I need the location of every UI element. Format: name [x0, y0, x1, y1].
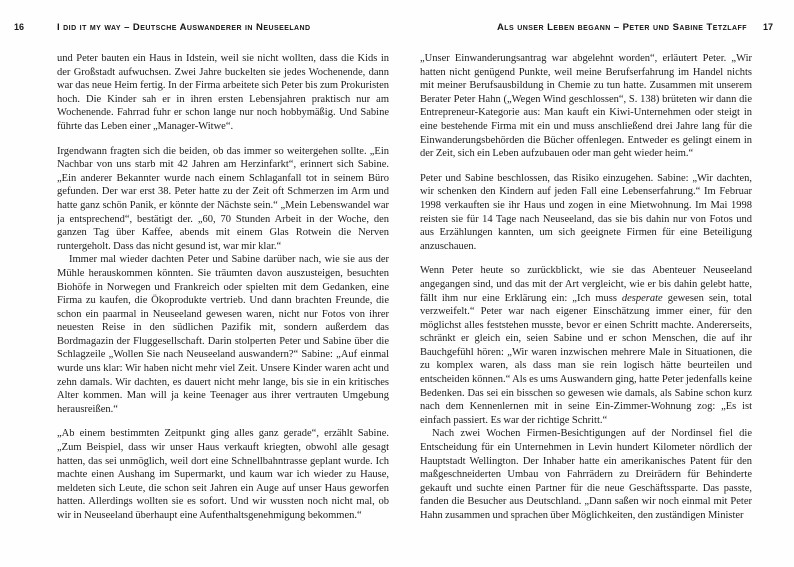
- running-title-right: Als unser Leben begann – Peter und Sabine Tetzlaff: [497, 22, 747, 33]
- paragraph-right-3-text-after-italic: gewesen sein, total verzweifelt.“ Peter war nach eigener Einschätzung immer einer, für den möglichst alles feststehen musste, bevor er einen Schritt machte. Andererseits, schränkt er gleich ein, seien Sabine und er schon Menschen, die auf ihr Bauchgefühl hören: „Wir waren inzwischen mehrere Male in Situationen, die zu komplex waren, als dass man sie rein logisch hätte beurteilen und entscheiden können.“ Als es ums Auswandern ging, hatte Peter jedenfalls keine Bedenken. Das sei ein bisschen so gewesen wie damals, als Sabine schon kurz nach dem Kennenlernen mit in seine Ein-Zimmer-Wohnung zog: „Es ist einfach passiert. Es war der richtige Schritt.“: [420, 292, 752, 426]
- paragraph-left-3: Immer mal wieder dachten Peter und Sabine darüber nach, wie sie aus der Mühle herauskommen könnten. Sie träumten davon auszusteigen, besuchten Biohöfe in Norwegen und Frankreich oder spielten mit dem Gedanken, eine Firma zu kaufen, die Ökoprodukte vertrieb. Und dann brachten Freunde, die schon ein paarmal in Neuseeland gewesen waren, nicht nur Fotos von ihrer neuesten Reise in den südlichen Pazifik mit, sondern außerdem das Bordmagazin der Fluggesellschaft. Darin stolperten Peter und Sabine über die Schlagzeile „Wollen Sie nach Neuseeland auswandern?“ Sabine: „Auf einmal wurde uns klar: Wir haben nicht mehr viel Zeit. Unsere Kinder waren acht und zehn damals. Wir dachten, es dauert nicht mehr lange, bis sie in ein kritisches Alter kommen. Man will ja keine Teenager aus ihrer vertrauten Umgebung herausreißen.“: [57, 254, 389, 415]
- paragraph-right-3-text-before-italic: Wenn Peter heute so zurückblickt, wie sie das Abenteuer Neuseeland angegangen sind, und das mit der Art vergleicht, wie er bis dahin gelebt hatte, fällt ihm nur eine Erklärung ein: „Ich muss: [420, 265, 752, 304]
- running-header-left: [0, 22, 397, 36]
- paragraph-left-2: Irgendwann fragten sich die beiden, ob das immer so weitergehen sollte. „Ein Nachbar von uns starb mit 42 Jahren am Herzinfarkt“, erinnert sich Sabine. „Ein anderer Bekannter wurde nach einem Schlaganfall tot in seinem Büro gefunden. Der war erst 38. Peter hatte zu der Zeit oft Schmerzen im Arm und hatte ganz schön Panik, er könnte der Nächste sein.“ „Mein Lebenswandel war ja entsprechend“, bestätigt der. „60, 70 Stunden Arbeit in der Woche, den ganzen Tag über Kaffee, abends mit einem Glas Rotwein die Nerven runtergeholt. Dass das nicht gesund ist, war mir klar.“: [57, 145, 389, 252]
- text-column-right: [420, 52, 752, 567]
- paragraph-right-3: [420, 264, 752, 427]
- text-column-left: [57, 52, 389, 567]
- paragraph-left-4: „Ab einem bestimmten Zeitpunkt ging alles ganz gerade“, erzählt Sabine. „Zum Beispiel, dass wir unser Haus verkauft kriegten, obwohl alle gesagt hatten, das sei unmöglich, weil dort eine Schnellbahntrasse geplant wurde. Ich machte einen Aushang im Supermarkt, und kaum war ich wieder zu Hause, meldeten sich Leute, die schon seit Jahren ein Auge auf unser Haus geworfen hatten. Allerdings wollten sie es sofort. Und wir wussten noch nicht mal, ob wir in Neuseeland überhaupt eine Aufenthaltsgenehmigung bekommen.“: [57, 428, 389, 521]
- page-right: [397, 0, 794, 567]
- running-title-left: I did it my way – Deutsche Auswanderer in Neuseeland: [57, 22, 311, 33]
- paragraph-right-4: Nach zwei Wochen Firmen-Besichtigungen auf der Nordinsel fiel die Entscheidung für ein Unternehmen in Levin hundert Kilometer nördlich der Hauptstadt Wellington. Der Inhaber hatte ein amerikanisches Patent für den maßgeschneiderten Umbau von Fahrrädern zu Dreirädern für Behinderte gekauft und suchte einen Partner für die neue Geschäftssparte. Das passte, fanden die Besucher aus Deutschland. „Dann saßen wir noch einmal mit Peter Hahn zusammen und sprachen über Möglichkeiten, den zuständigen Minister: [420, 428, 752, 521]
- paragraph-right-2: Peter und Sabine beschlossen, das Risiko einzugehen. Sabine: „Wir dachten, wir schenken den Kindern auf jeden Fall eine Lebenserfahrung.“ Im Februar 1998 verkauften sie ihr Haus und zogen in eine Mietwohnung. Im Mai 1998 reisten sie für 14 Tage nach Neuseeland, das sie bis dahin nur von Fotos und aus Erzählungen kannten, um sich geeignete Firmen für eine Beteiligung anzuschauen.: [420, 172, 752, 252]
- running-header-right: [397, 22, 794, 36]
- page-number-left: 16: [14, 22, 25, 32]
- paragraph-right-1: „Unser Einwanderungsantrag war abgelehnt worden“, erläutert Peter. „Wir hatten nicht genügend Punkte, weil meine Berufserfahrung im Handel nichts mit meiner Berufsausbildung in Chemie zu tun hatte. Zusammen mit unserem Berater Peter Hahn („Wegen Wind geschlossen“, S. 138) brüteten wir dann die Entrepreneur-Kategorie aus: Man kauft ein Kiwi-Unternehmen oder steigt in eine bestehende Firma mit ein und muss anschließend drei Jahre lang für die Einwanderungsbehörden die Bücher offenlegen. Entweder es gelingt einem in der Zeit, sich ein Leben aufzubauen oder man geht wieder heim.“: [420, 53, 752, 160]
- paragraph-right-3-italic-word: desperate: [621, 292, 663, 304]
- page-number-right: 17: [762, 22, 773, 32]
- paragraph-left-1: und Peter bauten ein Haus in Idstein, weil sie nicht wollten, dass die Kids in der Großstadt aufwuchsen. Zwei Jahre buckelten sie jedes Wochenende, dann war das neue Heim fertig. In der Firma arbeitete sich Peter bis zum Prokuristen hoch. Die Kinder sah er in ihren ersten Lebensjahren praktisch nur am Wochenende. Fahrrad fuhr er schon lange nur noch hobbymäßig. Und Sabine führte das Leben einer „Manager-Witwe“.: [57, 53, 389, 132]
